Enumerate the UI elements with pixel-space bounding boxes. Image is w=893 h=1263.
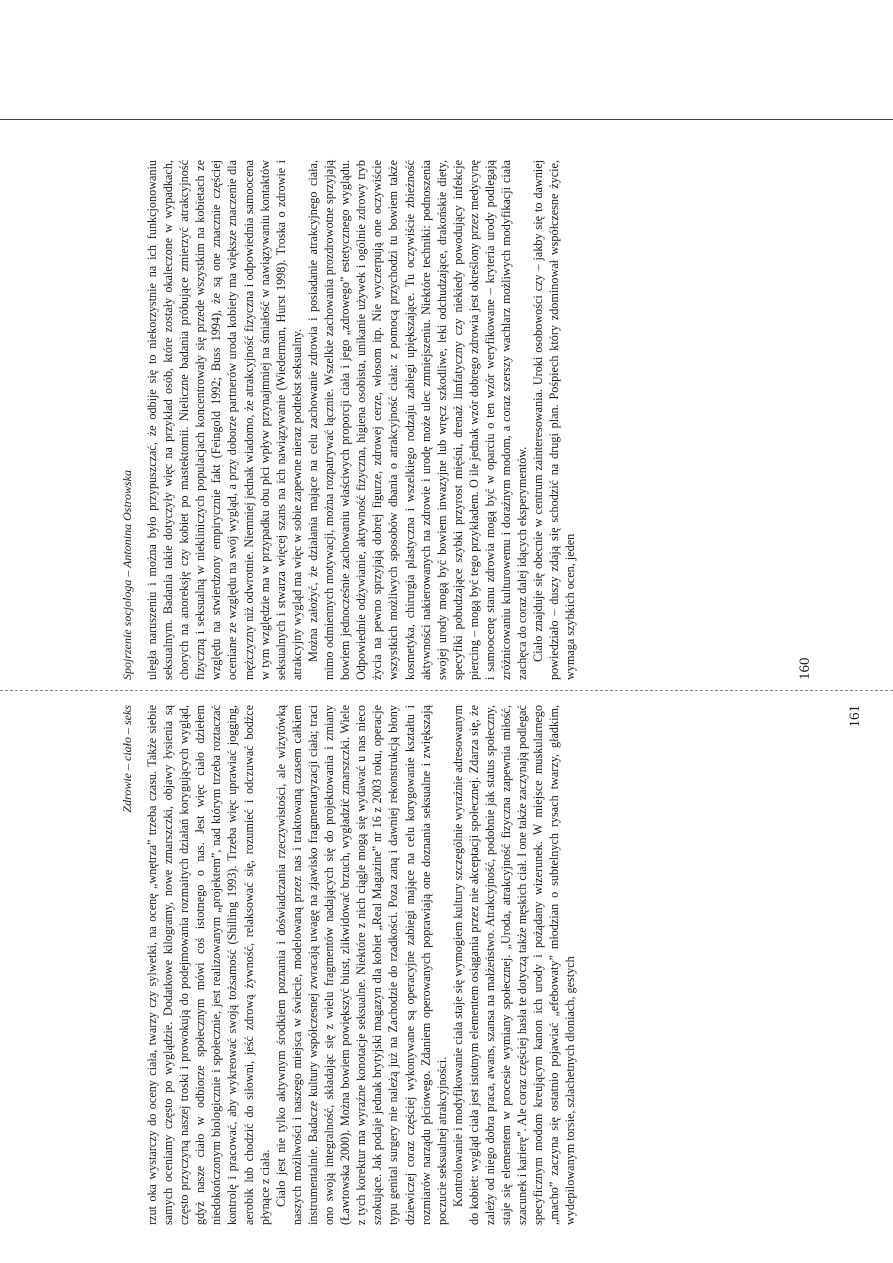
- paragraph: Można założyć, że działania mające na celu zachowanie zdrowia i posiadanie atrakcyjnego ciała, mimo odmiennych motywacji, można rozpatrywać łącznie. Wszelkie zachowania prozdrowotne sprzyjają bowiem jednocześnie zachowaniu właściwych proporcji ciała i jego „zdrowego” estetycznego wyglądu. Odpowiednie odżywianie, aktywność fizyczna, higiena osobista, unikanie używek i ogólnie zdrowy tryb życia na pewno sprzyjają dobrej figurze, zdrowej cerze, włosom itp. Nie wyczerpują one oczywiście wszystkich możliwych sposobów dbania o atrakcyjność ciała: z pomocą przychodzi tu bowiem także kosmetyka, chirurgia plastyczna i wszelkiego rodzaju zabiegi upiększające. Tu oczywiście zbieżność aktywności nakierowanych na zdrowie i urodę może ulec zmniejszeniu. Niektóre techniki: podnoszenia swojej urody mogą być bowiem inwazyjne lub wręcz szkodliwe, leki odchudzające, drakońskie diety, specyfiki pobudzające szybki przyrost mięśni, drenaż limfatyczny czy niekiedy powodujący infekcje piercing – mogą być tego przykładem. O ile jednak wzór dobrego zdrowia jest określony przez medycynę i samoocenę stanu zdrowia mogą być w oparciu o ten wzór weryfikowane – kryteria urody podlegają zróżnicowaniu kulturowemu i doraźnym modom, a coraz szerszy wachlarz możliwych modyfikacji ciała zachęca do coraz dalej idących eksperymentów.: [305, 160, 530, 680]
- paragraph: Kontrolowanie i modyfikowanie ciała staje się wymogiem kultury szczególnie wyraźnie adresowanym do kobiet: wygląd ciała jest istotnym elementem osiągania przez nie akceptacji społecznej. Zdarza się, że zależy od niego dobra praca, awans, szansa na małżeństwo. Atrakcyjność, podobnie jak status społeczny, staje się elementem w procesie wymiany społecznej. „Uroda, atrakcyjność fizyczna zapewnia miłość, szacunek i karierę”. Ale coraz częściej hasła te dotyczą także męskich ciał. I one także zaczynają podlegać specyficznym modom kreującym kanon ich urody i pożądany wizerunek. W miejsce muskularnego „macho” zaczyna się ostatnio pojawiać „efebowaty” młodzian o subtelnych rysach twarzy, gładkim, wydepilowanym torsie, szlachetnych dłoniach, gestych: [450, 705, 578, 1225]
- page-number: 161: [847, 705, 863, 728]
- page-160: [120, 160, 813, 680]
- page-number: 160: [797, 657, 813, 680]
- paragraph: rzut oka wystarczy do oceny ciała, twarzy czy sylwetki, na ocenę „wnętrza” trzeba czasu. Także siebie samych oceniamy często po wyglądzie. Dodatkowe kilogramy, nowe zmarszczki, objawy łysienia są często przyczyną naszej troski i prowokują do podejmowania rozmaitych działań korygujących wygląd, gdyż nasze ciało w odbiorze społecznym mówi coś istotnego o nas. Jest więc ciało dziełem niedokończonym biologicznie i społecznie, jest realizowanym „projektem”, nad którym trzeba roztaczać kontrolę i pracować, aby wykreować swoją tożsamość (Shilling 1993). Trzeba więc uprawiać jogging, aerobik lub chodzić do siłowni, jeść zdrową żywność, relaksować się, rozumieć i odczuwać bodźce płynące z ciała.: [145, 705, 272, 1225]
- running-head: Zdrowie – ciało – seks: [120, 705, 134, 813]
- paragraph: Ciało jest nie tylko aktywnym środkiem poznania i doświadczania rzeczywistości, ale wizytówką naszych możliwości i naszego miejsca w świecie, modelowaną przez nas i traktowaną czasem całkiem instrumentalnie. Badacze kultury współczesnej zwracają uwagę na zjawisko fragmentaryzacji ciała; traci ono swoją integralność, składając się z wielu fragmentów nadających się do projektowania i zmiany (Ławtowska 2000). Można bowiem powiększyć biust, zlikwidować brzuch, wygładzić zmarszczki. Wiele z tych korektur ma wyraźne konotacje seksualne. Niektóre z nich ciągle mogą się wydawać u nas nieco szokujące. Jak podaje jednak brytyjski magazyn dla kobiet „Real Magazine” nr 16 z 2003 roku, operacje typu genital surgery nie należą już na Zachodzie do rzadkości. Poza zaną i dawniej rekonstrukcją błony dziewiczej coraz częściej wykonywane są operacyjne zabiegi mające na celu korygowanie kształtu i rozmiarów narządu płciowego. Zdaniem operowanych poprawiają one doznania seksualne i zwiększają poczucie seksualnej atrakcyjności.: [273, 705, 449, 1225]
- body-text: [144, 705, 579, 1225]
- running-head: Spojrzenie socjologa – Antonina Ostrowska: [120, 470, 134, 680]
- page-161: [120, 705, 863, 1225]
- body-text: [144, 160, 579, 680]
- paragraph: Ciało znajduje się obecnie w centrum zainteresowania. Uroki osobowości czy – jakby się to dawniej powiedziało – duszy zdają się schodzić na drugi plan. Pośpiech który zdominował współczesne życie, wymaga szybkich ocen, jeden: [531, 160, 578, 680]
- scan-edge-top: [0, 119, 893, 120]
- page-divider: [0, 690, 893, 691]
- paragraph: uległa naruszeniu i można było przypuszczać, że odbije się to niekorzystnie na ich funkcjonowaniu seksualnym. Badania takie dotyczyły więc na przykład osób, które zostały okaleczone w wypadkach, chorych na anoreksję czy kobiet po mastektomii. Nieliczne badania próbujące zmierzyć atrakcyjność fizyczną i seksualną w niekliniczych populacjach koncentrowały się przede wszystkim na kobietach ze względu na stwierdzony empirycznie fakt (Feingold 1992; Buss 1994), że są one znacznie częściej oceniane ze względu na swój wygląd, a przy doborze partnerów uroda kobiety ma większe znaczenie dla mężczyzny niż odwrotnie. Niemniej jednak wiadomo, że atrakcyjność fizyczna i odpowiednia samoocena w tym względzie ma w przypadku obu płci wpływ przynajmniej na śmiałość w nawiązywaniu kontaktów seksualnych i stwarza więcej szans na ich nawiązywanie (Wiederman, Hurst 1998). Troska o zdrowie i atrakcyjny wygląd ma więc w sobie zapewne nieraz podtekst seksualny.: [145, 160, 304, 680]
